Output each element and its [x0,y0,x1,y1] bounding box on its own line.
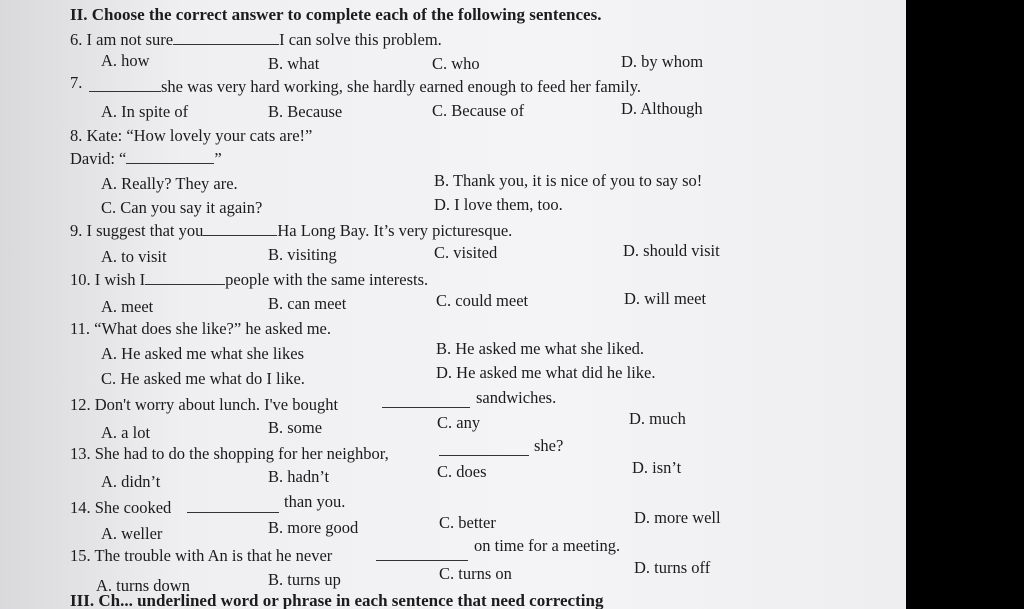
option-c: C. visited [434,243,498,262]
option-b: B. what [268,54,320,73]
question-13-stem: 13. She had to do the shopping for her neighbor, [70,444,389,463]
question-7-tail: she was very hard working, she hardly earned enough to feed her family. [161,77,642,96]
question-12-stem: 12. Don't worry about lunch. I've bought [70,395,339,414]
question-9-tail: Ha Long Bay. It’s very picturesque. [277,221,513,240]
question-8-stem: 8. Kate: “How lovely your cats are!” [70,126,313,145]
option-a: A. didn’t [101,472,161,491]
option-d: D. much [629,409,686,428]
answer-blank [203,223,277,236]
option-d: D. He asked me what did he like. [436,363,656,382]
option-c: C. turns on [439,564,512,583]
option-d: D. I love them, too. [434,195,563,214]
option-a: A. Really? They are. [101,174,238,193]
answer-blank [382,395,470,408]
answer-blank [89,79,161,92]
option-c: C. who [432,54,480,73]
question-13-tail: she? [534,436,564,455]
question-15-tail: on time for a meeting. [474,536,621,555]
answer-blank [439,443,529,456]
option-d: D. should visit [623,241,720,260]
option-d: D. more well [634,508,721,527]
option-c: C. He asked me what do I like. [101,369,305,388]
question-11-stem: 11. “What does she like?” he asked me. [70,319,331,338]
option-b: B. Thank you, it is nice of you to say so! [434,171,703,190]
option-a: A. He asked me what she likes [101,344,304,363]
option-c: C. could meet [436,291,529,310]
question-14-stem: 14. She cooked [70,498,172,517]
option-d: D. isn’t [632,458,682,477]
option-a: A. turns down [96,576,190,595]
option-b: B. turns up [268,570,341,589]
option-c: C. does [437,462,487,481]
question-6 [70,32,442,49]
answer-blank [187,500,279,513]
section-header: II. Choose the correct answer to complete each of the following sentences. [70,5,602,24]
option-b: B. some [268,418,323,437]
question-7 [89,79,641,96]
option-a: A. weller [101,524,163,543]
answer-blank [126,151,214,164]
answer-blank [173,32,279,45]
answer-blank [376,548,468,561]
option-a: A. a lot [101,423,151,442]
answer-blank [145,272,225,285]
option-b: B. hadn’t [268,467,330,486]
option-b: B. visiting [268,245,337,264]
question-12-tail: sandwiches. [476,388,557,407]
option-a: A. meet [101,297,154,316]
question-7-number: 7. [70,73,83,92]
option-c: C. Can you say it again? [101,198,263,217]
reply-suffix: ” [214,149,222,168]
option-a: A. how [101,51,150,70]
option-c: C. Because of [432,101,525,120]
next-section-header-cut: III. Ch... underlined word or phrase in each sentence that need correcting [70,591,604,609]
question-9 [70,223,512,240]
option-b: B. Because [268,102,343,121]
option-d: D. will meet [624,289,707,308]
question-8-reply [70,151,222,168]
question-10-tail: people with the same interests. [225,270,429,289]
question-14-tail: than you. [284,492,346,511]
question-9-stem: 9. I suggest that you [70,221,204,240]
option-d: D. turns off [634,558,711,577]
option-b: B. more good [268,518,359,537]
option-a: A. In spite of [101,102,189,121]
option-a: A. to visit [101,247,167,266]
question-15-stem: 15. The trouble with An is that he never [70,546,333,565]
option-c: C. any [437,413,481,432]
option-b: B. He asked me what she liked. [436,339,645,358]
question-10-stem: 10. I wish I [70,270,146,289]
question-10 [70,272,428,289]
option-d: D. Although [621,99,703,118]
reply-prefix: David: “ [70,149,127,168]
option-d: D. by whom [621,52,704,71]
option-c: C. better [439,513,496,532]
question-6-tail: I can solve this problem. [279,30,442,49]
dark-background-edge [906,0,1024,609]
question-6-stem: 6. I am not sure [70,30,174,49]
option-b: B. can meet [268,294,347,313]
